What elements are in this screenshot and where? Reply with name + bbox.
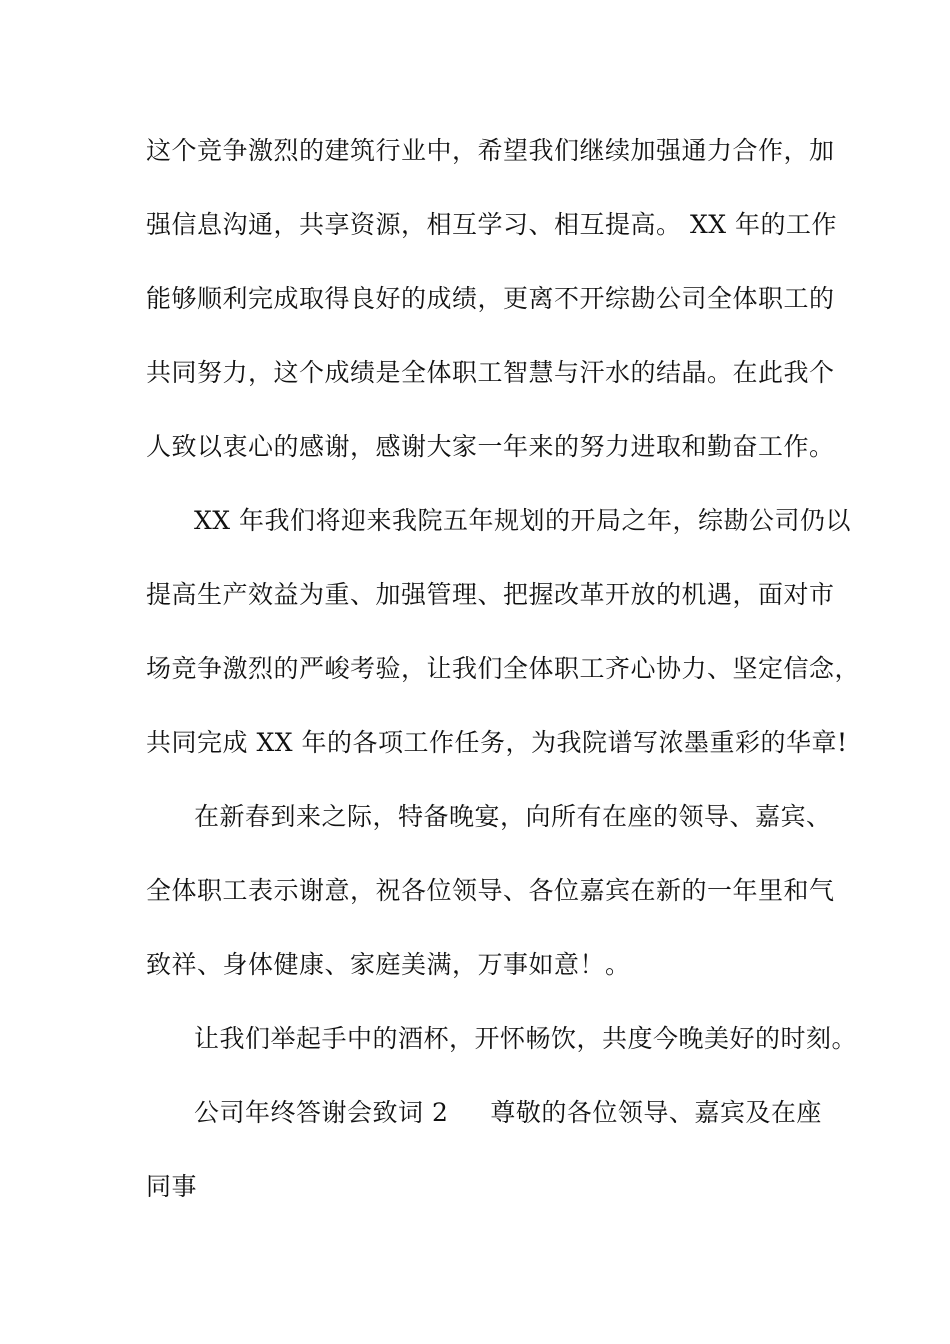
document-body (146, 126, 861, 1236)
text-line: 提高生产效益为重、加强管理、把握改革开放的机遇，面对市 (146, 580, 835, 609)
text-line: 能够顺利完成取得良好的成绩，更离不开综勘公司全体职工的 (146, 284, 835, 313)
text-line: 人致以衷心的感谢，感谢大家一年来的努力进取和勤奋工作。 (146, 432, 835, 461)
text-line: 全体职工表示谢意，祝各位领导、各位嘉宾在新的一年里和气 (146, 876, 835, 905)
text-line: XX 年我们将迎来我院五年规划的开局之年，综勘公司仍以 (194, 506, 852, 535)
speech-title: 公司年终答谢会致词 2 (194, 1098, 449, 1127)
text-line: 致祥、身体健康、家庭美满，万事如意！。 (146, 950, 631, 979)
text-line: 强信息沟通，共享资源，相互学习、相互提高。 XX 年的工作 (146, 210, 837, 239)
text-line: 共同努力，这个成绩是全体职工智慧与汗水的结晶。在此我个 (146, 358, 835, 387)
text-line: 让我们举起手中的酒杯，开怀畅饮，共度今晚美好的时刻。 (194, 1024, 858, 1053)
text-line: 在新春到来之际，特备晚宴，向所有在座的领导、嘉宾、 (194, 802, 832, 831)
heading-line (146, 1088, 826, 1162)
text-line: 同事 (146, 1172, 198, 1201)
text-line: 共同完成 XX 年的各项工作任务，为我院谱写浓墨重彩的华章! (146, 728, 848, 757)
speech-salutation: 尊敬的各位领导、嘉宾及在座 (490, 1098, 822, 1127)
text-line: 场竞争激烈的严峻考验，让我们全体职工齐心协力、坚定信念， (146, 654, 861, 683)
text-line: 这个竞争激烈的建筑行业中，希望我们继续加强通力合作，加 (146, 136, 835, 165)
